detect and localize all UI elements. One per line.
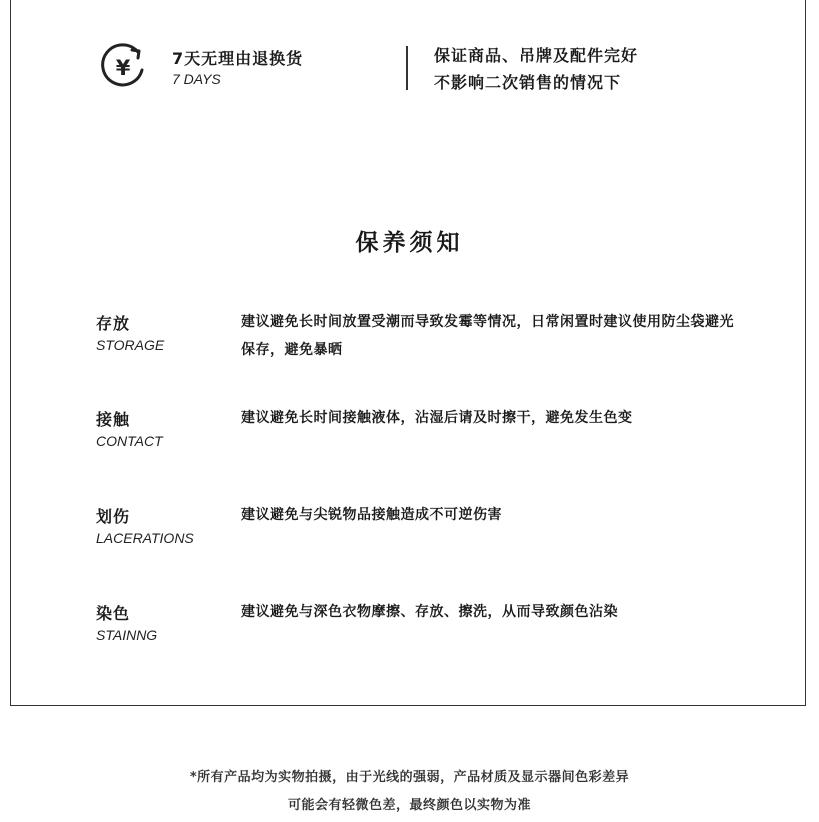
policy-note-line2: 不影响二次销售的情况下 (434, 73, 622, 92)
care-item-desc: 建议避免与深色衣物摩擦、存放、擦洗，从而导致颜色沾染 (241, 604, 618, 620)
disclaimer (0, 764, 819, 820)
policy-divider (406, 46, 408, 90)
care-item-desc: 建议避免与尖锐物品接触造成不可逆伤害 (241, 507, 502, 523)
policy-title: 7天无理由退换货 (172, 49, 304, 68)
svg-text:¥: ¥ (115, 56, 131, 80)
policy-note-line1: 保证商品、吊牌及配件完好 (434, 46, 639, 65)
care-item-en: STAINNG (96, 627, 158, 643)
care-item-en: STORAGE (96, 337, 165, 353)
policy-note (434, 42, 638, 96)
disclaimer-line2: 可能会有轻微色差，最终颜色以实物为准 (287, 798, 531, 813)
care-item-desc: 建议避免长时间放置受潮而导致发霉等情况，日常闲置时建议使用防尘袋避光保存，避免暴晒 (241, 314, 734, 358)
disclaimer-line1: *所有产品均为实物拍摄，由于光线的强弱，产品材质及显示器间色彩差异 (189, 770, 630, 785)
policy-subtitle: 7 DAYS (172, 71, 221, 87)
care-item-desc: 建议避免长时间接触液体，沾湿后请及时擦干，避免发生色变 (241, 410, 633, 426)
care-title: 保养须知 (355, 230, 464, 256)
care-item-zh: 划伤 (96, 507, 131, 526)
care-item-en: LACERATIONS (96, 530, 194, 546)
care-item-zh: 接触 (96, 410, 131, 429)
yen-return-icon (98, 42, 148, 92)
care-item-en: CONTACT (96, 433, 163, 449)
care-item-zh: 存放 (96, 314, 131, 333)
care-item-zh: 染色 (96, 604, 131, 623)
return-policy-banner (98, 40, 658, 96)
